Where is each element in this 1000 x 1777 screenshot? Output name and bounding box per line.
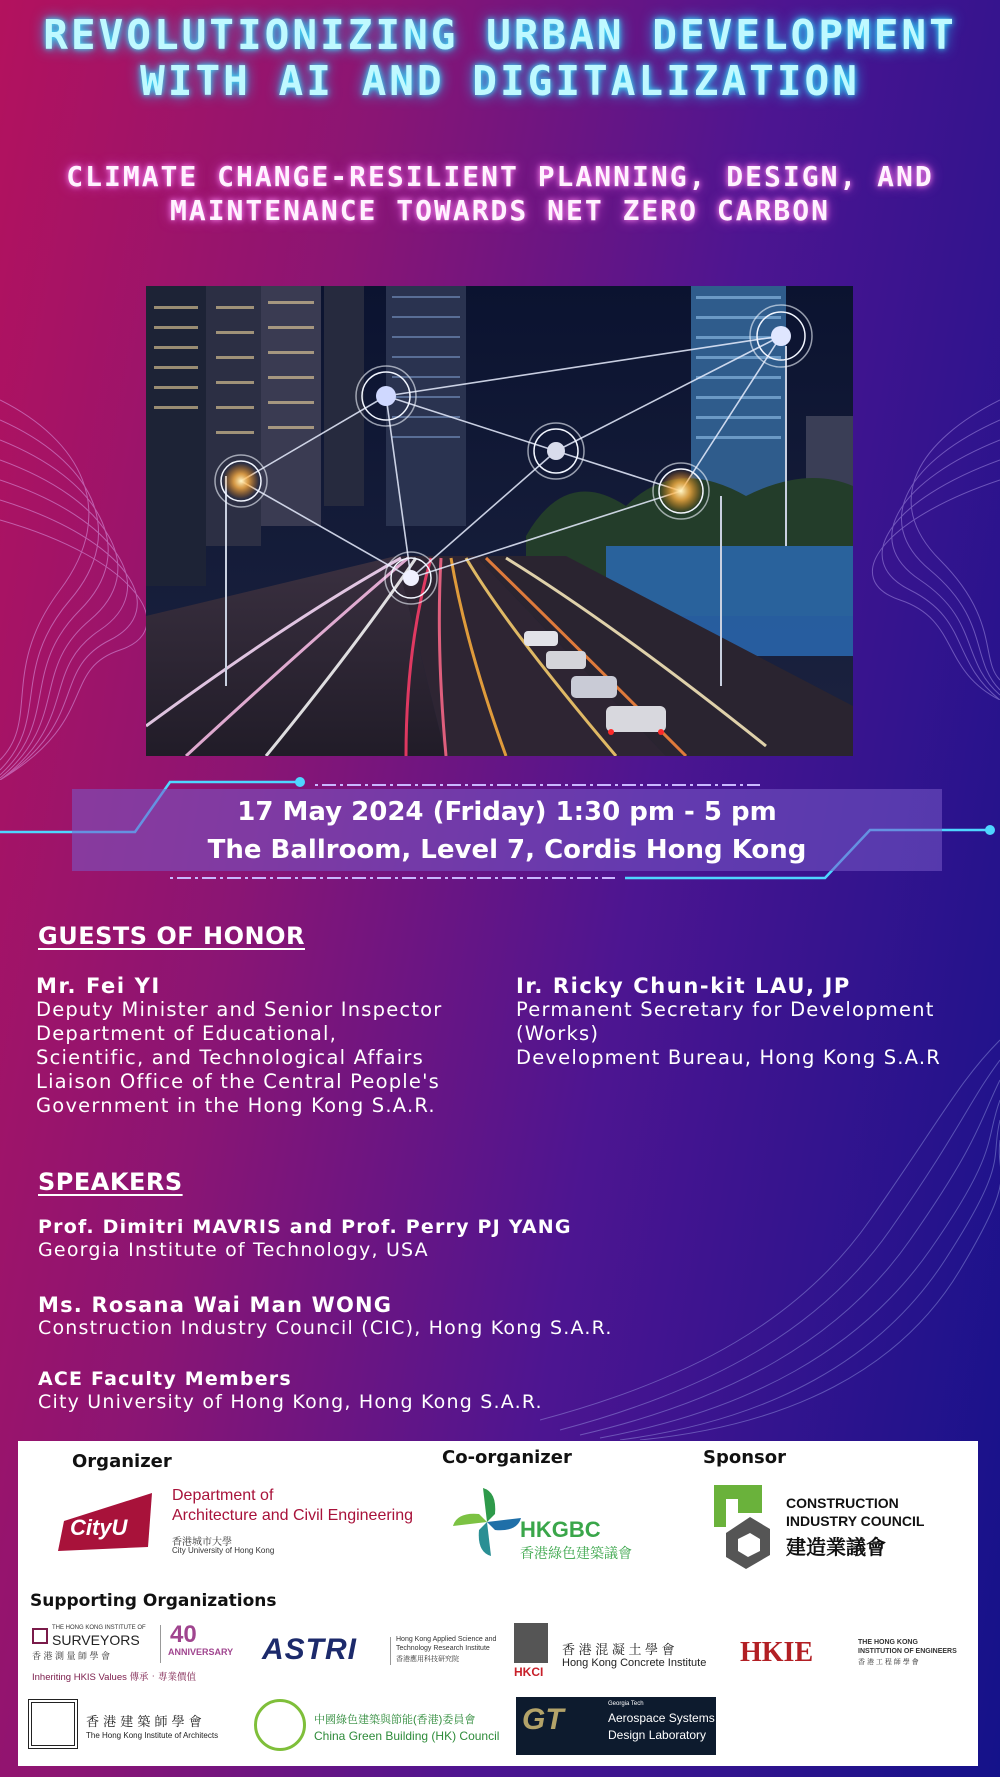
guest-title-line: Development Bureau, Hong Kong S.A.R <box>516 1046 942 1069</box>
guest-title-line: Deputy Minister and Senior Inspector <box>36 998 443 1021</box>
hkis-mark-text: SURVEYORS <box>52 1632 140 1648</box>
guest-title-line: Liaison Office of the Central People's <box>36 1070 441 1093</box>
guest-name: Ir. Ricky Chun-kit LAU, JP <box>516 974 851 998</box>
cic-mark-icon <box>704 1477 774 1569</box>
hkgbc-name-zh: 香港綠色建築議會 <box>520 1545 632 1561</box>
cityu-dept-line2: Architecture and Civil Engineering <box>172 1507 414 1524</box>
cic-name-zh: 建造業議會 <box>786 1537 886 1559</box>
cic-name-line1: CONSTRUCTION <box>786 1495 899 1511</box>
speaker-affiliation: City University of Hong Kong, Hong Kong S.A.R. <box>38 1391 543 1413</box>
astri-divider <box>390 1637 391 1665</box>
speaker-affiliation: Construction Industry Council (CIC), Hong Kong S.A.R. <box>38 1317 613 1339</box>
hkia-name-zh: 香 港 建 築 師 學 會 <box>86 1715 202 1730</box>
hero-city-image <box>146 286 853 756</box>
hkgbc-mark-text: HKGBC <box>520 1517 601 1542</box>
cic-logo <box>704 1477 944 1577</box>
hkie-mark-text: HKIE <box>740 1637 814 1668</box>
hkis-anniversary-number: 40 <box>170 1621 197 1648</box>
guest-title-line: (Works) <box>516 1022 600 1045</box>
astri-name-en2: Technology Research Institute <box>396 1645 490 1652</box>
speaker-name: Prof. Dimitri MAVRIS and Prof. Perry PJ YANG <box>38 1216 572 1238</box>
speaker-affiliation: Georgia Institute of Technology, USA <box>38 1239 429 1261</box>
astri-logo <box>262 1633 497 1673</box>
cgbc-name-en: China Green Building (HK) Council <box>314 1729 500 1743</box>
sponsors-footer <box>18 1441 978 1766</box>
wave-pattern-lower-right <box>540 1020 1000 1440</box>
hkis-divider <box>160 1625 161 1663</box>
astri-name-zh: 香港應用科技研究院 <box>396 1656 459 1663</box>
supporting-orgs-label: Supporting Organizations <box>30 1591 277 1611</box>
cgbc-emblem-icon <box>254 1699 306 1751</box>
event-venue: The Ballroom, Level 7, Cordis Hong Kong <box>207 835 807 865</box>
guest-name: Mr. Fei YI <box>36 974 161 998</box>
hkia-logo <box>28 1699 248 1755</box>
organizer-label: Organizer <box>72 1451 172 1472</box>
hkis-anniversary-label: ANNIVERSARY <box>168 1647 234 1657</box>
hkgbc-pinwheel-icon <box>450 1485 524 1559</box>
speaker-name: Ms. Rosana Wai Man WONG <box>38 1293 393 1317</box>
hkci-mark-text: HKCI <box>514 1665 544 1679</box>
hkie-name-en1: THE HONG KONG <box>858 1639 918 1646</box>
asdl-name-line1: Aerospace Systems <box>608 1711 715 1725</box>
hkci-name-en: Hong Kong Concrete Institute <box>562 1657 707 1669</box>
cgbc-name-zh: 中國綠色建築與節能(香港)委員會 <box>314 1714 476 1726</box>
hkis-logo <box>32 1621 234 1685</box>
cityu-name-en: City University of Hong Kong <box>172 1546 275 1555</box>
hkie-name-zh: 香 港 工 程 師 學 會 <box>858 1659 919 1666</box>
hkci-logo <box>514 1623 714 1683</box>
cgbc-logo <box>254 1699 504 1759</box>
sponsor-label: Sponsor <box>703 1447 786 1468</box>
speaker-entry <box>38 1294 613 1340</box>
guest-title-line: Government in the Hong Kong S.A.R. <box>36 1094 436 1117</box>
event-date-time: 17 May 2024 (Friday) 1:30 pm - 5 pm <box>237 797 777 827</box>
hkis-name-zh: 香 港 測 量 師 學 會 <box>32 1651 111 1661</box>
guest-title-line: Department of Educational, <box>36 1022 338 1045</box>
guests-of-honor-heading: GUESTS OF HONOR <box>38 922 305 950</box>
speaker-entry <box>38 1216 572 1262</box>
cityu-logo <box>56 1487 414 1557</box>
speaker-entry <box>38 1368 543 1414</box>
astri-mark-text: ASTRI <box>262 1633 357 1666</box>
hkci-emblem-icon <box>514 1623 548 1663</box>
speaker-name: ACE Faculty Members <box>38 1368 292 1390</box>
coorganizer-label: Co-organizer <box>442 1447 572 1468</box>
astri-name-en1: Hong Kong Applied Science and <box>396 1636 497 1643</box>
hkis-tagline: Inheriting HKIS Values 傳承‧專業價值 <box>32 1672 197 1683</box>
asdl-name-line2: Design Laboratory <box>608 1728 707 1742</box>
hkia-name-en: The Hong Kong Institute of Architects <box>86 1731 219 1740</box>
cic-name-line2: INDUSTRY COUNCIL <box>786 1513 925 1529</box>
event-title: REVOLUTIONIZING URBAN DEVELOPMENT WITH AI AND DIGITALIZATION <box>43 11 957 105</box>
event-details-box <box>72 789 942 871</box>
event-subtitle: CLIMATE CHANGE-RESILIENT PLANNING, DESIGN, AND MAINTENANCE TOWARDS NET ZERO CARBON <box>66 160 934 227</box>
hkis-top-text: THE HONG KONG INSTITUTE OF <box>52 1625 146 1631</box>
hkci-name-zh: 香 港 混 凝 土 學 會 <box>562 1642 675 1657</box>
cityu-dept-line1: Department of <box>172 1487 274 1504</box>
hkgbc-logo <box>450 1485 650 1565</box>
hkis-emblem-icon <box>32 1628 48 1644</box>
asdl-top-text: Georgia Tech <box>608 1701 644 1707</box>
cityu-mark-text: CityU <box>70 1515 128 1540</box>
hkie-name-en2: INSTITUTION OF ENGINEERS <box>858 1648 957 1655</box>
speakers-heading: SPEAKERS <box>38 1168 183 1196</box>
asdl-logo <box>516 1697 716 1755</box>
guest-ricky-lau <box>516 974 986 1070</box>
hkia-seal-icon <box>28 1699 78 1749</box>
guest-title-line: Permanent Secretary for Development <box>516 998 935 1021</box>
asdl-gt-mark: GT <box>522 1703 564 1736</box>
guest-title-line: Scientific, and Technological Affairs <box>36 1046 424 1069</box>
hkie-logo <box>740 1637 970 1677</box>
guest-fei-yi <box>36 974 506 1118</box>
cityu-name-zh: 香港城市大學 <box>172 1537 232 1548</box>
